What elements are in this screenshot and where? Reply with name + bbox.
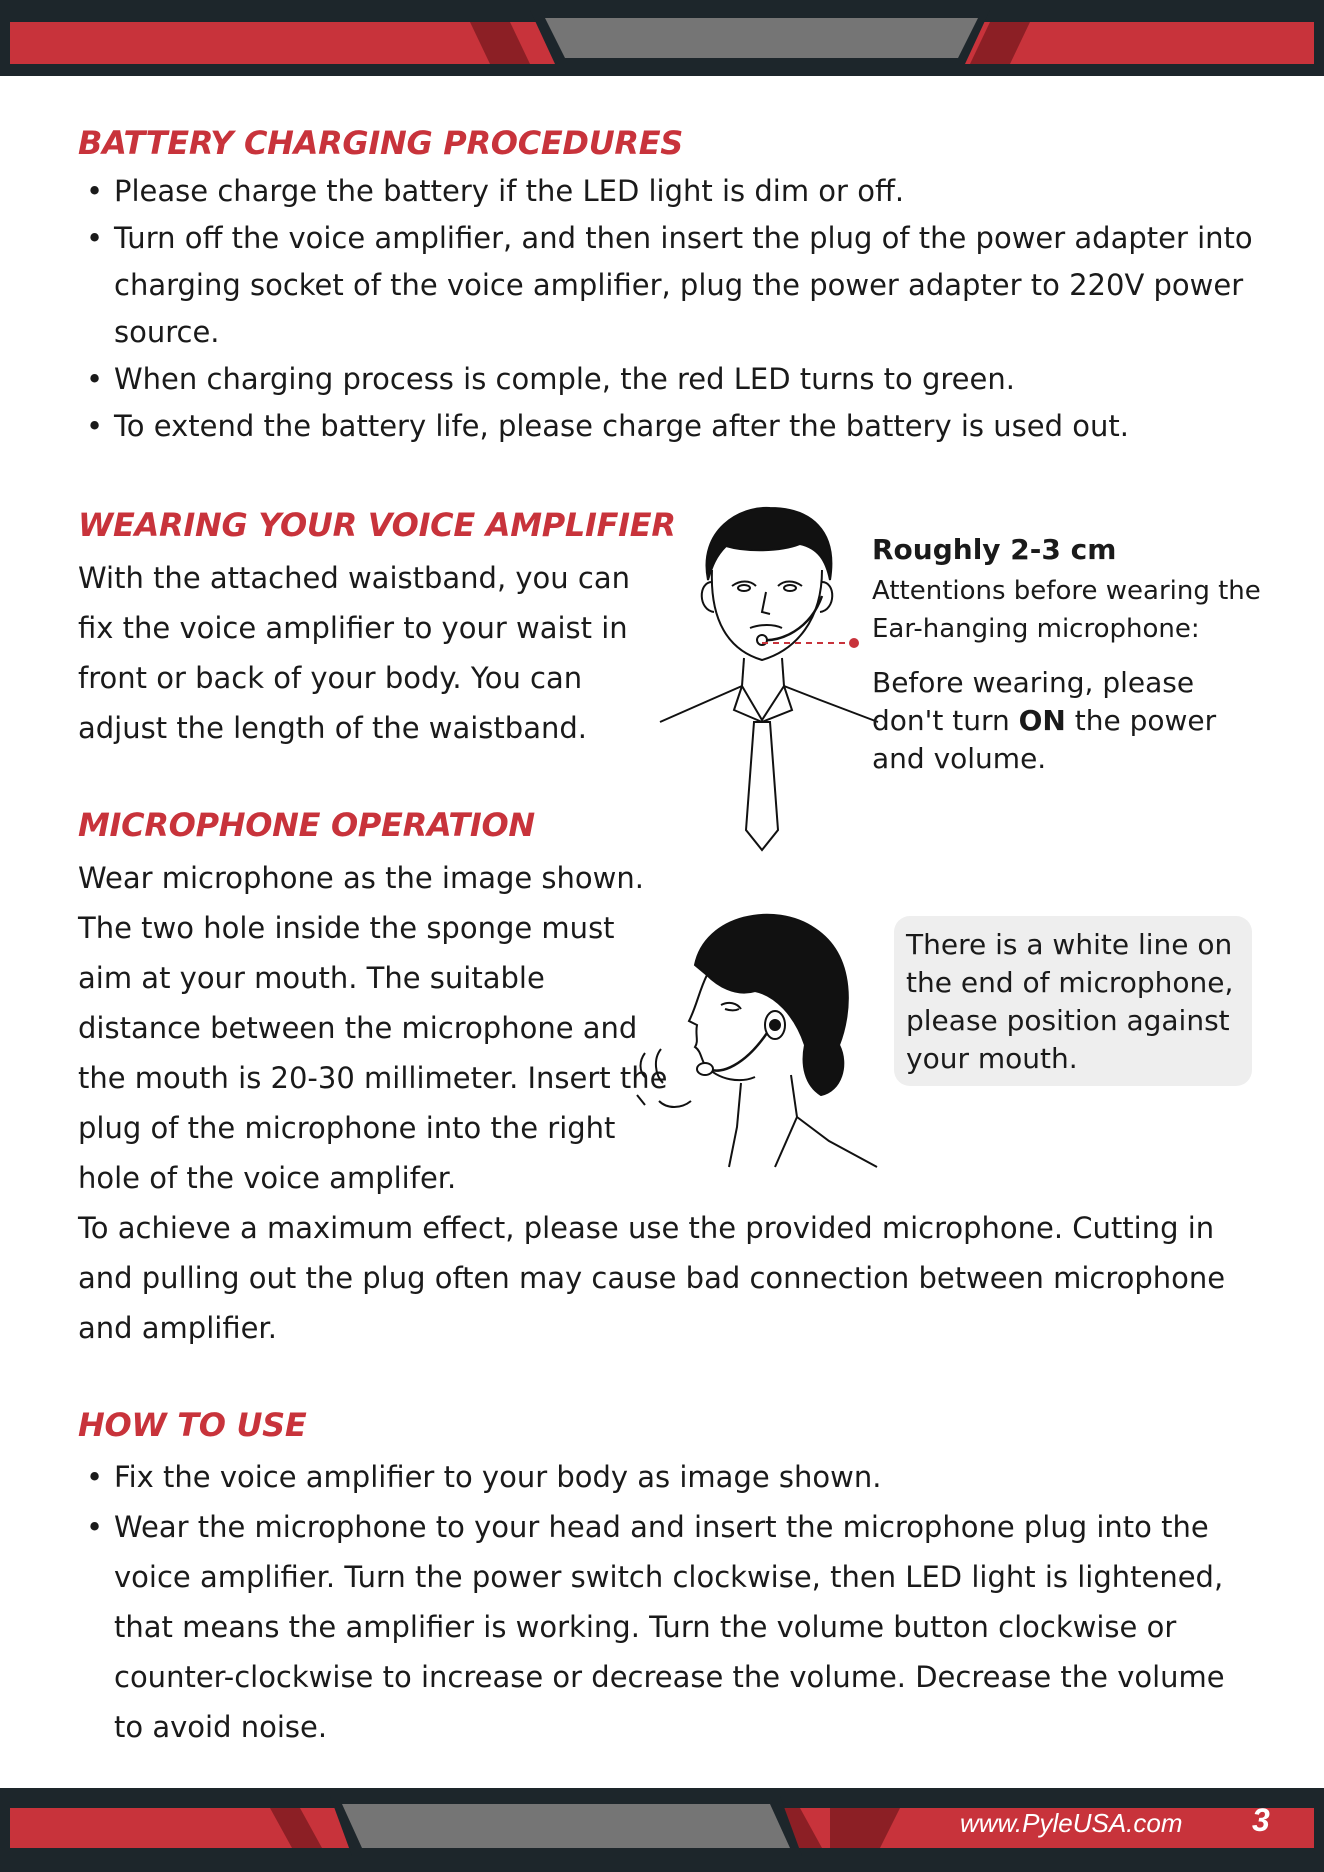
- microphone-extra-text: To achieve a maximum effect, please use the provided microphone. Cutting in and pulling out the plug often may cause bad connection between microphone and amplifier.: [78, 1211, 1226, 1345]
- wearing-note-bold: ON: [1018, 704, 1066, 737]
- wearing-note-end: the power and volume.: [872, 704, 1217, 775]
- distance-label: Roughly 2-3 cm: [872, 533, 1117, 566]
- wearing-note: [872, 664, 1252, 778]
- distance-indicator: [762, 636, 862, 650]
- list-item: • When charging process is comple, the red LED turns to green.: [78, 356, 1258, 403]
- microphone-text: Wear microphone as the image shown. The two hole inside the sponge must aim at your mouth. The suitable distance between the microphone and the mouth is 20-30 millimeter. Insert the plug of the microphone into the right hole of the voice amplifer.: [78, 861, 668, 1195]
- top-band: [0, 0, 1324, 80]
- man-wearing-headset-illustration: [650, 500, 880, 860]
- callout-text: There is a white line on the end of microphone, please position against your mouth.: [906, 928, 1234, 1075]
- footer-url[interactable]: www.PyleUSA.com: [960, 1808, 1183, 1838]
- list-item: • Wear the microphone to your head and insert the microphone plug into the voice amplifier. Turn the power switch clockwise, then LED light is lightened, that means the amplifier is working. Turn the volume button clockwise or counter-clockwise to increase or decrease the volume. Decrease the volume to avoid noise.: [78, 1502, 1258, 1752]
- howto-list: [78, 1452, 1258, 1752]
- battery-heading: BATTERY CHARGING PROCEDURES: [78, 124, 684, 162]
- battery-list: [78, 168, 1258, 450]
- wearing-note-start: Before wearing, please don't turn: [872, 666, 1195, 737]
- wearing-heading: WEARING YOUR VOICE AMPLIFIER: [78, 506, 676, 544]
- howto-heading: HOW TO USE: [78, 1406, 307, 1444]
- microphone-callout: [894, 916, 1252, 1086]
- list-item: • Please charge the battery if the LED light is dim or off.: [78, 168, 1258, 215]
- list-item: • To extend the battery life, please charge after the battery is used out.: [78, 403, 1258, 450]
- list-item: • Fix the voice amplifier to your body as image shown.: [78, 1452, 1258, 1502]
- page-number: 3: [1252, 1802, 1270, 1838]
- attention-text: Attentions before wearing the Ear-hanging microphone:: [872, 576, 1261, 644]
- wearing-text: With the attached waistband, you can fix the voice amplifier to your waist in front or back of your body. You can adjust the length of the waistband.: [78, 561, 630, 745]
- microphone-heading: MICROPHONE OPERATION: [78, 806, 535, 844]
- list-item: • Turn off the voice amplifier, and then insert the plug of the power adapter into charging socket of the voice amplifier, plug the power adapter to 220V power source.: [78, 215, 1258, 356]
- woman-with-microphone-illustration: [625, 905, 895, 1175]
